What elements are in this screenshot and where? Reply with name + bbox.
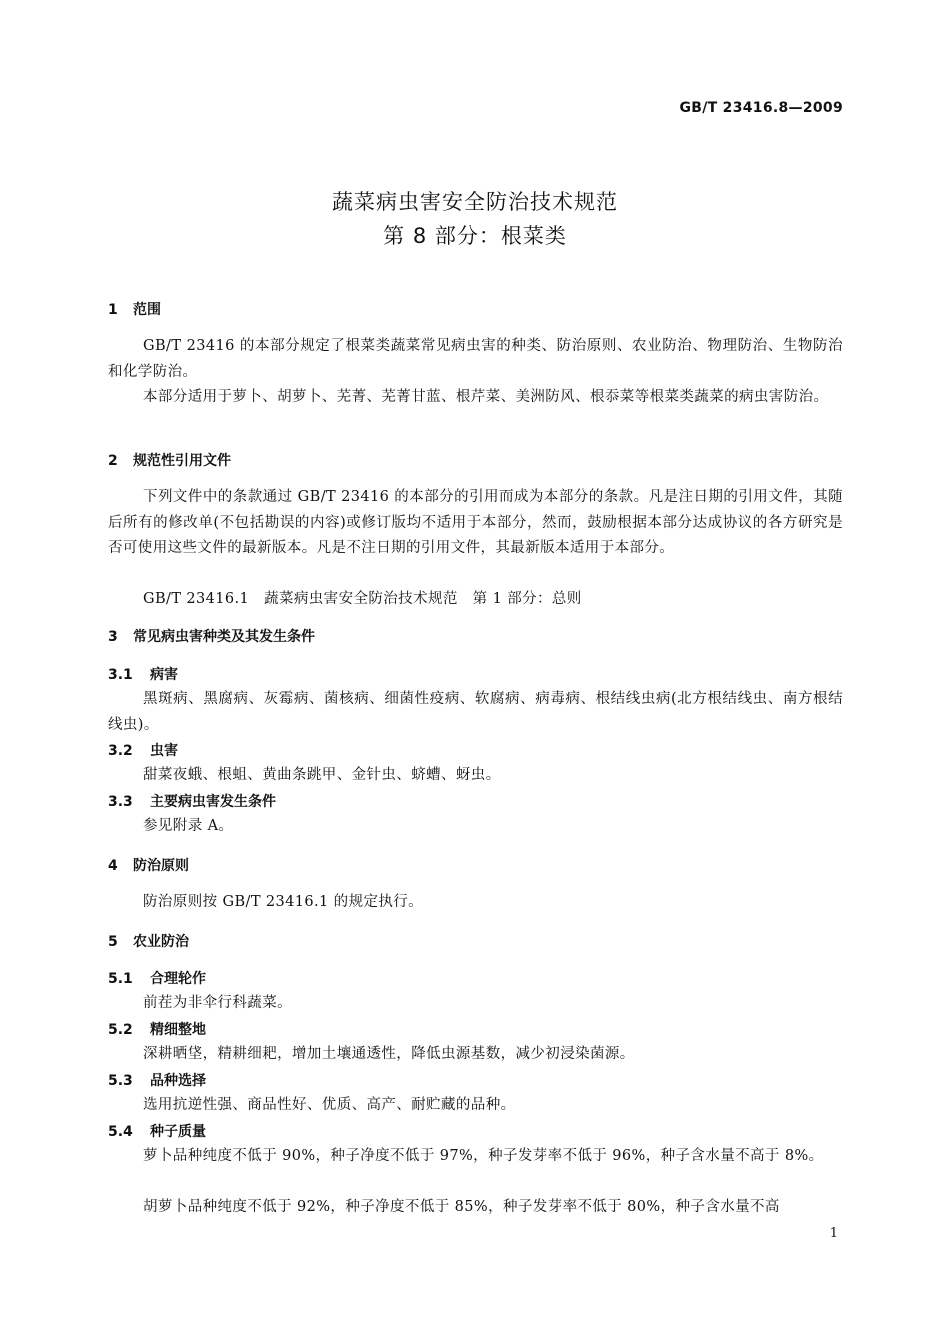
subsection-title: 主要病虫害发生条件: [150, 794, 276, 810]
paragraph: 下列文件中的条款通过 GB/T 23416 的本部分的引用而成为本部分的条款。凡是注日期的引用文件，其随后所有的修改单(不包括勘误的内容)或修订版均不适用于本部分，然而，鼓励根据本部分达成协议的各方研究是否可使用这些文件的最新版本。凡是不注日期的引用文件，其最新版本适用于本部分。: [108, 489, 843, 556]
document-title: 蔬菜病虫害安全防治技术规范: [332, 190, 618, 214]
section-number: 1: [108, 302, 118, 318]
paragraph: 选用抗逆性强、商品性好、优质、高产、耐贮藏的品种。: [143, 1097, 516, 1113]
section-title: 农业防治: [133, 934, 189, 950]
subsection-heading: [108, 741, 843, 761]
subsection-number: 3.1: [108, 667, 133, 683]
paragraph: 萝卜品种纯度不低于 90%，种子净度不低于 97%，种子发芽率不低于 96%，种子含水量不高于 8%。: [143, 1148, 824, 1164]
subsection-heading: [108, 1020, 843, 1040]
section-number: 5: [108, 934, 118, 950]
paragraph: 本部分适用于萝卜、胡萝卜、芜菁、芜菁甘蓝、根芹菜、美洲防风、根忝菜等根菜类蔬菜的病虫害防治。: [143, 389, 829, 405]
subsection-title: 品种选择: [150, 1073, 206, 1089]
normative-reference: GB/T 23416.1 蔬菜病虫害安全防治技术规范 第 1 部分：总则: [143, 591, 582, 607]
section-number: 4: [108, 858, 118, 874]
subsection-number: 3.3: [108, 794, 133, 810]
section-number: 2: [108, 453, 118, 469]
paragraph: 甜菜夜蛾、根蛆、黄曲条跳甲、金针虫、蛴螬、蚜虫。: [143, 767, 501, 783]
subsection-number: 5.3: [108, 1073, 133, 1089]
paragraph: 防治原则按 GB/T 23416.1 的规定执行。: [143, 894, 424, 910]
subsection-heading: [108, 1071, 843, 1091]
section-title: 规范性引用文件: [133, 453, 231, 469]
section-heading: [108, 300, 843, 320]
subsection-title: 虫害: [150, 743, 178, 759]
paragraph: GB/T 23416 的本部分规定了根菜类蔬菜常见病虫害的种类、防治原则、农业防治、物理防治、生物防治和化学防治。: [108, 338, 843, 380]
document-subtitle: 第 8 部分：根菜类: [383, 224, 567, 248]
subsection-heading: [108, 792, 843, 812]
paragraph: 参见附录 A。: [143, 818, 234, 834]
page-number: 1: [829, 1226, 838, 1241]
section-heading: [108, 932, 843, 952]
section-title: 防治原则: [133, 858, 189, 874]
subsection-number: 5.1: [108, 971, 133, 987]
paragraph: 黑斑病、黑腐病、灰霉病、菌核病、细菌性疫病、软腐病、病毒病、根结线虫病(北方根结线虫、南方根结线虫)。: [108, 691, 843, 733]
subsection-heading: [108, 1122, 843, 1142]
section-number: 3: [108, 629, 118, 645]
subsection-title: 病害: [150, 667, 178, 683]
subsection-heading: [108, 665, 843, 685]
section-heading: [108, 856, 843, 876]
section-title: 范围: [133, 302, 161, 318]
subsection-title: 种子质量: [150, 1124, 206, 1140]
section-heading: [108, 451, 843, 471]
subsection-title: 精细整地: [150, 1022, 206, 1038]
subsection-number: 5.2: [108, 1022, 133, 1038]
paragraph: 胡萝卜品种纯度不低于 92%，种子净度不低于 85%，种子发芽率不低于 80%，种子含水量不高: [143, 1199, 780, 1215]
subsection-number: 5.4: [108, 1124, 133, 1140]
subsection-number: 3.2: [108, 743, 133, 759]
subsection-heading: [108, 969, 843, 989]
standard-number: GB/T 23416.8—2009: [679, 100, 843, 116]
section-heading: [108, 627, 843, 647]
paragraph: 深耕晒垡，精耕细耙，增加土壤通透性，降低虫源基数，减少初浸染菌源。: [143, 1046, 635, 1062]
section-title: 常见病虫害种类及其发生条件: [133, 629, 315, 645]
subsection-title: 合理轮作: [150, 971, 206, 987]
paragraph: 前茬为非伞行科蔬菜。: [143, 995, 292, 1011]
